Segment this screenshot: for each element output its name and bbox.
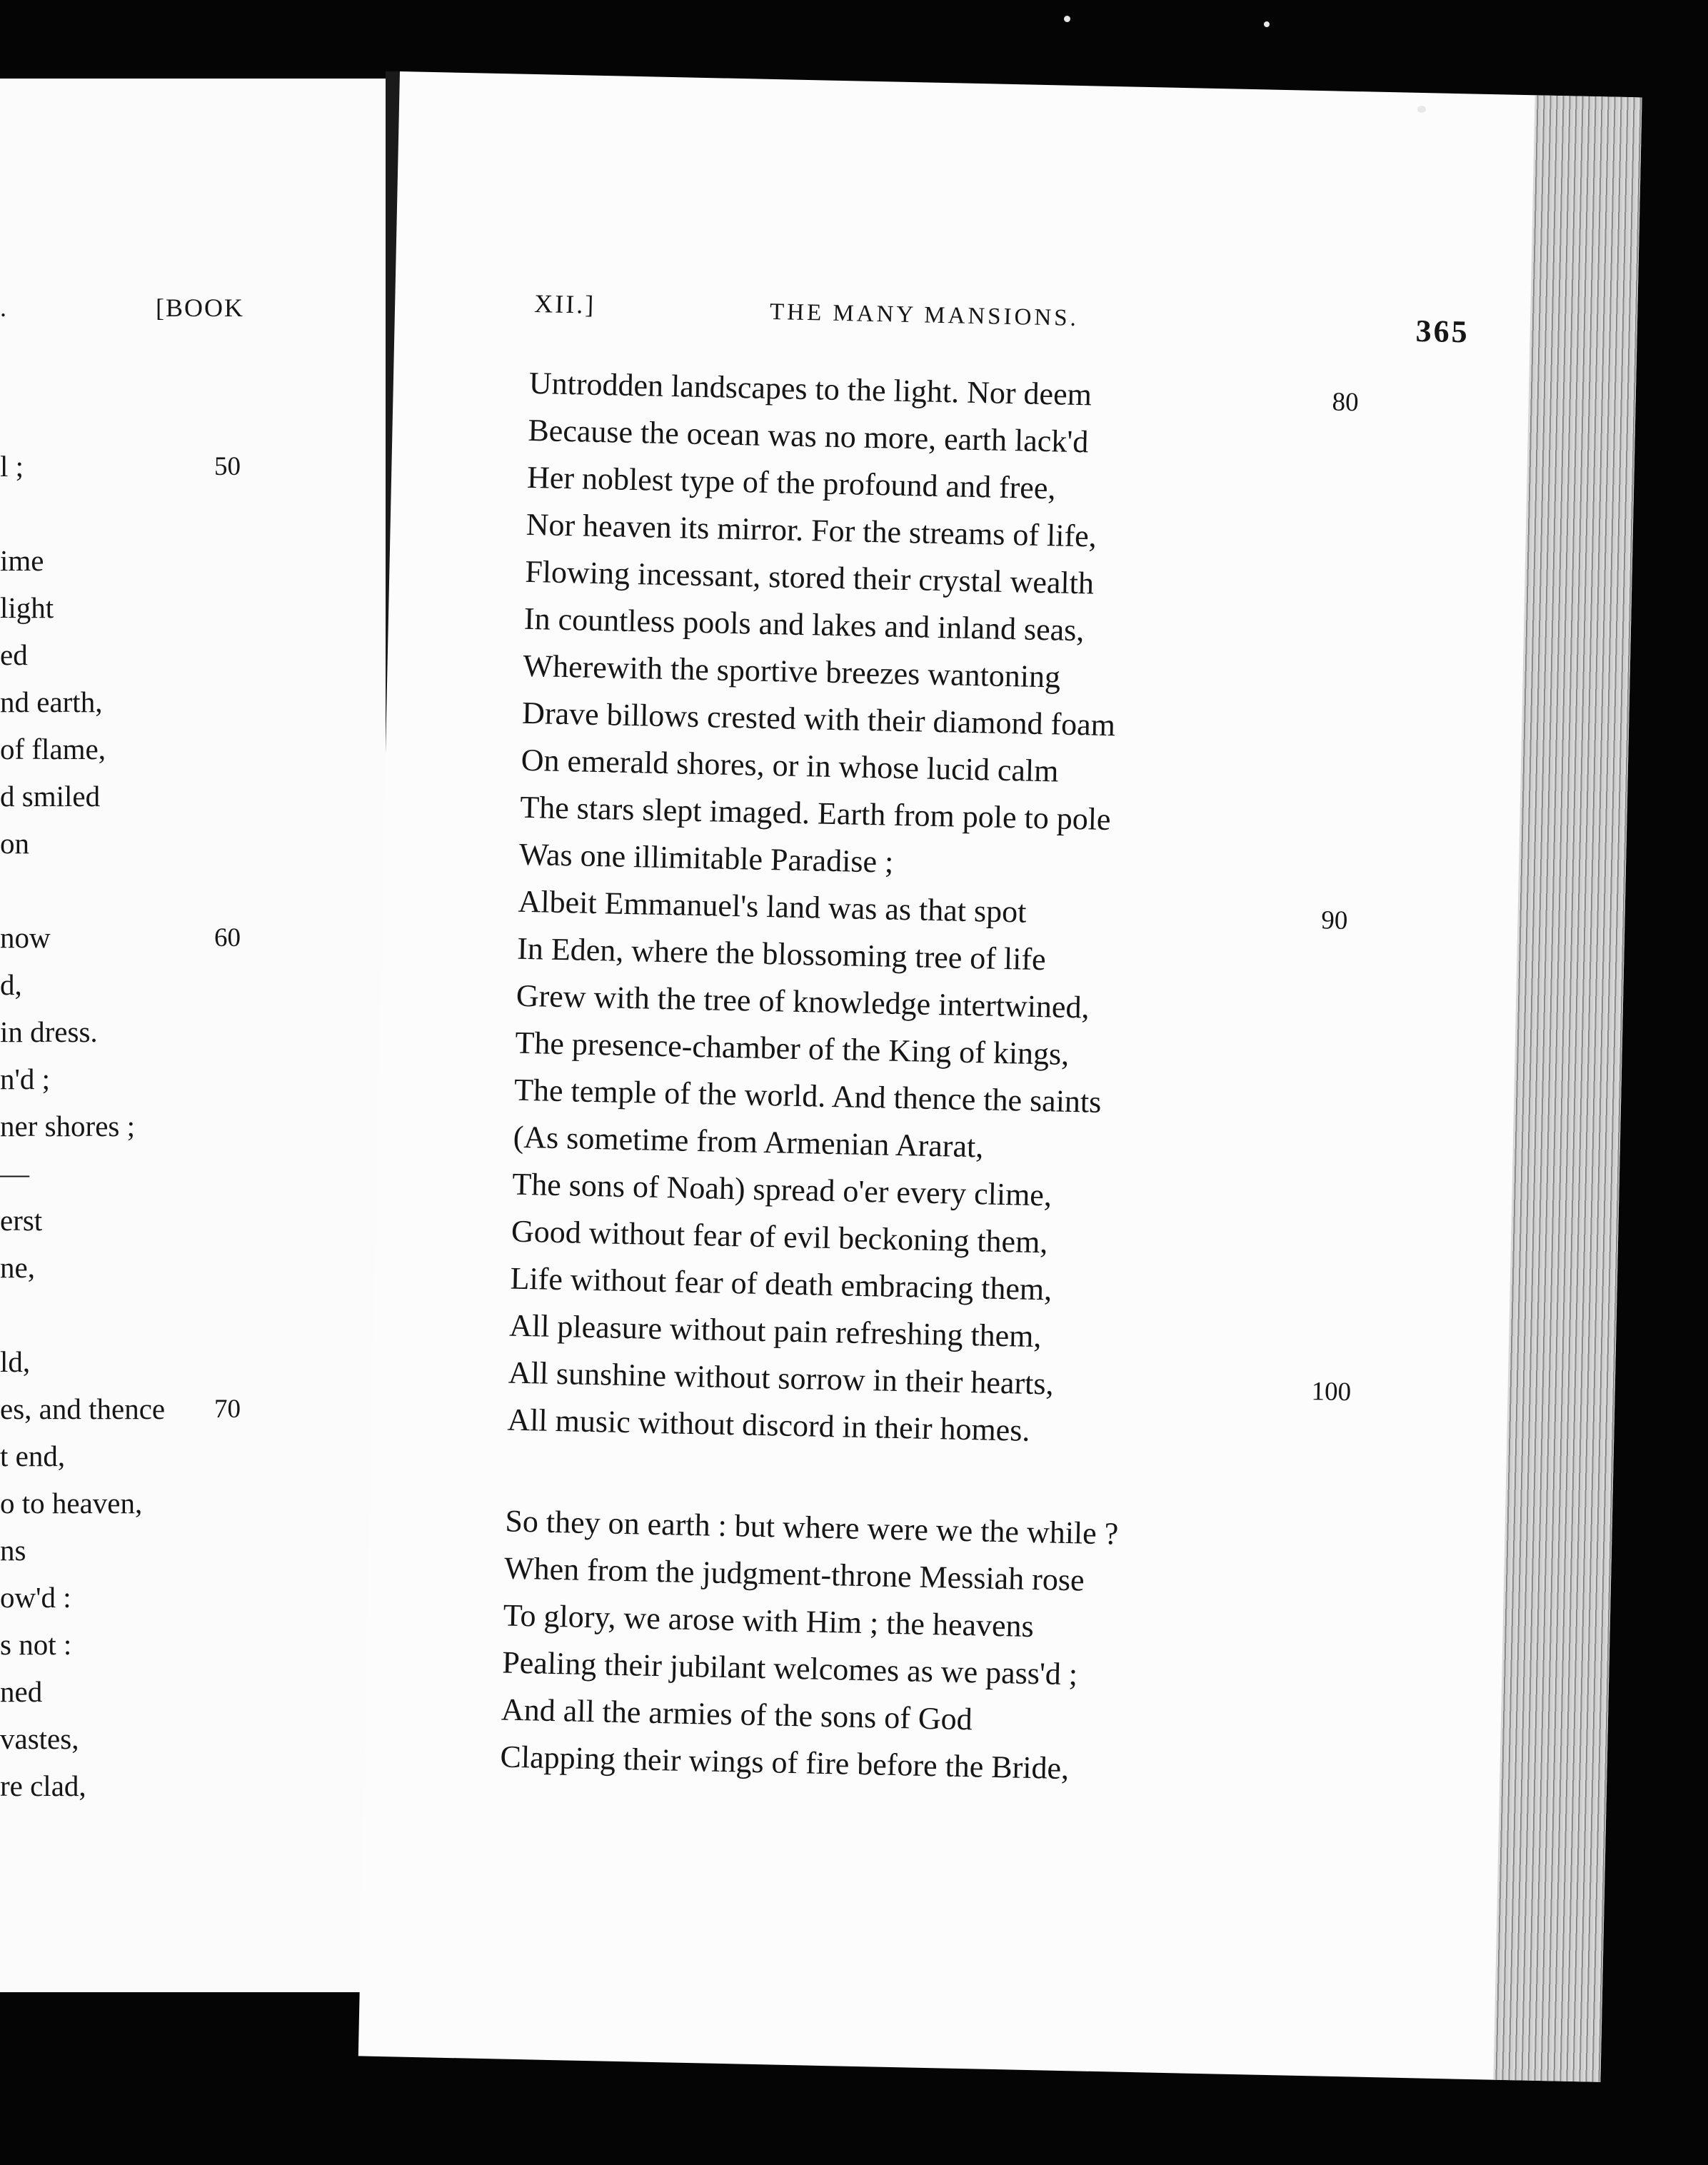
poem-line: Clapping their wings of fire before the Bride, <box>500 1739 1070 1787</box>
poem-line: Nor heaven its mirror. For the streams of life, <box>526 506 1097 554</box>
dust-speck <box>1417 106 1426 113</box>
poem-line: Wherewith the sportive breezes wantoning <box>523 648 1061 695</box>
left-text-line: ns <box>0 1534 26 1567</box>
left-text-line: on <box>0 827 29 860</box>
left-text-line: of flame, <box>0 733 106 765</box>
poem-text <box>500 360 1350 1798</box>
poem-line: Because the ocean was no more, earth lack'd <box>528 412 1089 460</box>
page-number: 365 <box>1415 313 1470 350</box>
poem-line: All music without discord in their homes. <box>506 1402 1030 1448</box>
poem-line: Pealing their jubilant welcomes as we pass'd ; <box>501 1644 1078 1692</box>
left-text-line <box>0 867 243 914</box>
line-number: 80 <box>1332 387 1360 418</box>
poem-line: In Eden, where the blossoming tree of life <box>516 930 1047 978</box>
line-number: 90 <box>1320 905 1348 936</box>
left-text-line <box>0 1291 243 1338</box>
poem-line: Albeit Emmanuel's land was as that spot <box>518 883 1027 930</box>
left-page <box>0 79 390 1992</box>
poem-line: (As sometime from Armenian Ararat, <box>513 1119 984 1165</box>
left-text-line: now <box>0 921 51 954</box>
poem-line: The temple of the world. And thence the saints <box>513 1072 1102 1120</box>
left-line-number: 50 <box>214 452 241 481</box>
line-number: 100 <box>1311 1377 1352 1407</box>
dust-speck <box>1264 21 1270 27</box>
left-text-line: s not : <box>0 1628 72 1661</box>
left-text-line: ld, <box>0 1345 31 1378</box>
left-text-line: ime <box>0 544 44 577</box>
left-text-line: ow'd : <box>0 1581 71 1614</box>
poem-line: When from the judgment-throne Messiah rose <box>503 1550 1085 1598</box>
left-text-line: vastes, <box>0 1722 79 1755</box>
left-line-number: 70 <box>214 1395 241 1424</box>
poem-line: Was one illimitable Paradise ; <box>518 836 894 880</box>
poem-line: Grew with the tree of knowledge intertwined, <box>516 978 1090 1025</box>
left-text-line <box>0 490 243 537</box>
left-text-line: nd earth, <box>0 685 103 718</box>
left-page-text <box>0 443 243 1809</box>
left-text-line: — <box>0 1157 29 1190</box>
poem-line: So they on earth : but where were we the while ? <box>505 1503 1119 1552</box>
left-text-line: light <box>0 591 54 624</box>
poem-line: Her noblest type of the profound and free, <box>526 459 1056 506</box>
poem-line: All sunshine without sorrow in their hearts, <box>508 1355 1055 1402</box>
page-edges <box>1493 95 1642 2082</box>
poem-line: Life without fear of death embracing them, <box>510 1260 1053 1307</box>
left-text-line: erst <box>0 1204 43 1237</box>
poem-line: To glory, we arose with Him ; the heavens <box>503 1597 1035 1644</box>
left-line-number: 60 <box>214 923 241 953</box>
poem-line: On emerald shores, or in whose lucid calm <box>521 742 1059 789</box>
poem-line: The sons of Noah) spread o'er every clime, <box>511 1166 1053 1213</box>
right-page <box>358 71 1642 2082</box>
left-text-line: es, and thence <box>0 1392 166 1425</box>
left-text-line: d, <box>0 968 22 1001</box>
left-text-line: ner shores ; <box>0 1110 136 1142</box>
chapter-marker: XII.] <box>533 289 596 319</box>
poem-line: And all the armies of the sons of God <box>501 1692 973 1737</box>
left-text-line: in dress. <box>0 1015 98 1048</box>
running-head <box>533 288 1555 353</box>
poem-line: In countless pools and lakes and inland seas, <box>523 601 1085 648</box>
poem-line: Good without fear of evil beckoning them, <box>511 1213 1048 1260</box>
running-head-title: THE MANY MANSIONS. <box>769 298 1080 331</box>
left-text-line: l ; <box>0 450 24 483</box>
poem-line: All pleasure without pain refreshing them, <box>508 1307 1042 1355</box>
poem-line: The presence-chamber of the King of kings, <box>515 1025 1070 1072</box>
poem-line: Flowing incessant, stored their crystal wealth <box>524 553 1095 601</box>
left-text-line: ned <box>0 1675 43 1708</box>
left-header-fragment: . <box>0 293 8 322</box>
left-text-line: o to heaven, <box>0 1487 143 1519</box>
left-header-book: [BOOK <box>156 293 244 322</box>
dust-speck <box>1064 16 1070 22</box>
left-text-line: t end, <box>0 1440 66 1472</box>
left-text-line: d smiled <box>0 780 101 813</box>
left-text-line: n'd ; <box>0 1063 51 1095</box>
poem-line: Drave billows crested with their diamond foam <box>521 695 1116 743</box>
left-text-line: ne, <box>0 1251 35 1284</box>
poem-line: Untrodden landscapes to the light. Nor deem <box>528 365 1092 413</box>
poem-line: The stars slept imaged. Earth from pole to pole <box>519 789 1112 838</box>
left-text-line: ed <box>0 638 28 671</box>
left-text-line: re clad, <box>0 1769 86 1802</box>
